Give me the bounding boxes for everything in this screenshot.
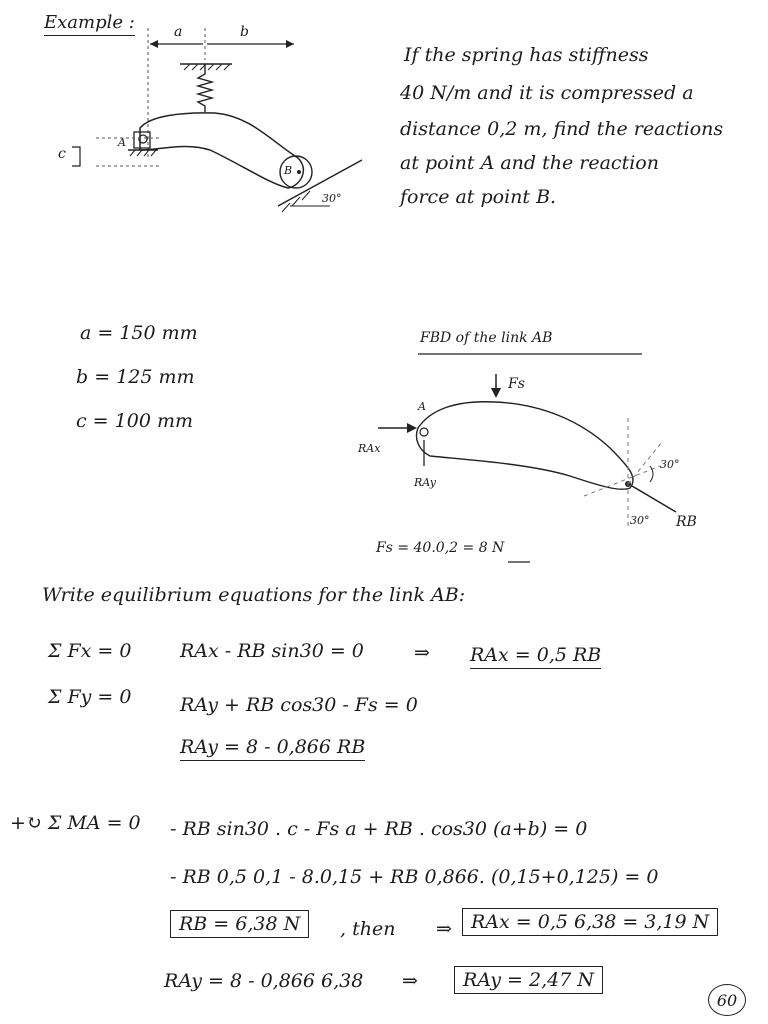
sum-fy-label: Σ Fy = 0 — [48, 686, 132, 708]
ray-equation: RAy = 8 - 0,866 6,38 — [164, 970, 364, 992]
dim-b-label: b — [240, 24, 249, 40]
page-number: 60 — [708, 984, 746, 1016]
equilibrium-heading: Write equilibrium equations for the link AB: — [42, 584, 466, 606]
problem-line-4: at point A and the reaction — [400, 152, 659, 174]
moment-equation-2: - RB 0,5 0,1 - 8.0,15 + RB 0,866. (0,15+0,125) = 0 — [170, 866, 659, 888]
fbd-fs-label: Fs — [508, 376, 525, 392]
dim-a-label: a — [174, 24, 183, 40]
fbd-ray-label: RAy — [414, 476, 436, 489]
ray-result: RAy = 2,47 N — [454, 966, 603, 994]
fbd-angle-bottom: 30° — [630, 514, 650, 527]
problem-line-2: 40 N/m and it is compressed a — [400, 82, 694, 104]
fbd-link — [417, 402, 634, 490]
dim-c-label: c — [58, 146, 66, 162]
given-b: b = 125 mm — [76, 366, 195, 388]
rax-result: RAx = 0,5 6,38 = 3,19 N — [462, 908, 718, 936]
rb-arrow — [632, 486, 676, 512]
fx-arrow: ⇒ — [414, 642, 430, 664]
given-a: a = 150 mm — [80, 322, 198, 344]
then-text: , then — [340, 918, 396, 940]
fx-result: RAx = 0,5 RB — [470, 644, 601, 669]
sum-ma-label: +↻ Σ MA = 0 — [10, 812, 141, 834]
ray-arrow-symbol: ⇒ — [402, 970, 418, 992]
given-c: c = 100 mm — [76, 410, 193, 432]
problem-line-5: force at point B. — [400, 186, 557, 208]
rb-result: RB = 6,38 N — [170, 910, 309, 938]
problem-line-1: If the spring has stiffness — [404, 44, 649, 66]
fy-result: RAy = 8 - 0,866 RB — [180, 736, 365, 761]
problem-line-3: distance 0,2 m, find the reactions — [400, 118, 724, 140]
fx-equation: RAx - RB sin30 = 0 — [180, 640, 364, 662]
fbd-title: FBD of the link AB — [420, 330, 553, 346]
fbd-rb-label: RB — [676, 514, 697, 530]
point-a-label: A — [118, 136, 126, 149]
fy-equation: RAy + RB cos30 - Fs = 0 — [180, 694, 418, 716]
sum-fx-label: Σ Fx = 0 — [48, 640, 132, 662]
fbd-pin-a — [420, 428, 428, 436]
fbd-angle-top: 30° — [660, 458, 680, 471]
moment-equation-1: - RB sin30 . c - Fs a + RB . cos30 (a+b) = 0 — [170, 818, 588, 840]
point-b-label: B — [284, 164, 293, 177]
example-label: Example : — [44, 12, 135, 36]
angle-label: 30° — [322, 192, 342, 205]
fbd-point-a-label: A — [418, 400, 426, 413]
fbd-rax-label: RAx — [358, 442, 381, 455]
fs-calculation: Fs = 40.0,2 = 8 N — [376, 540, 505, 556]
then-arrow: ⇒ — [436, 918, 452, 940]
